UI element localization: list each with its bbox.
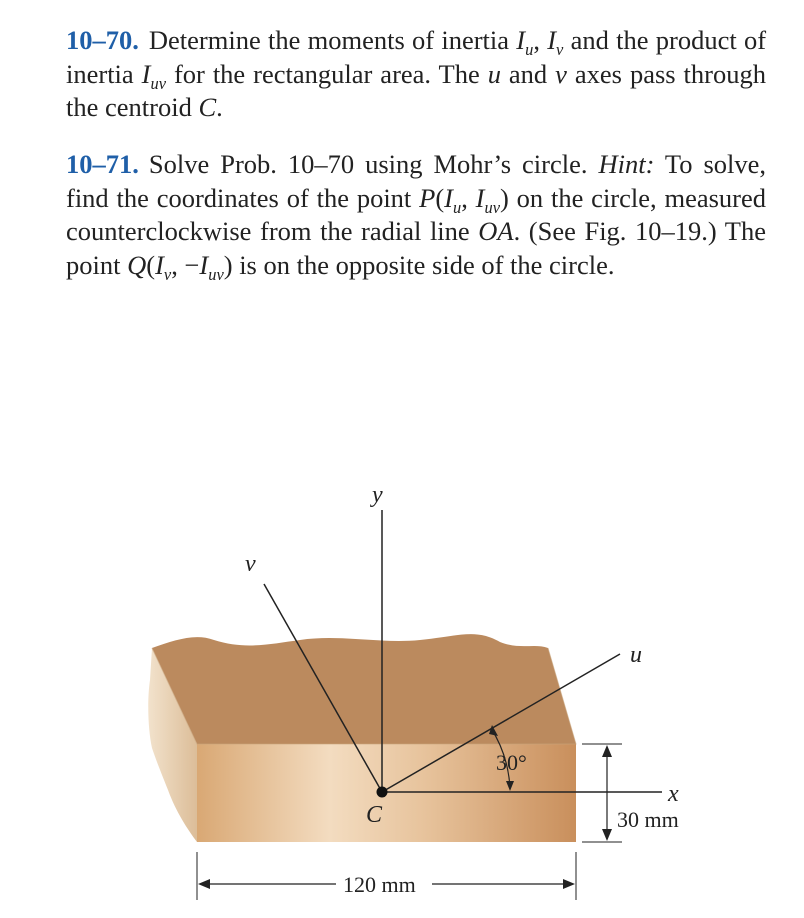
- centroid-point: [377, 787, 388, 798]
- problem-10-71: 10–71. Solve Prob. 10–70 using Mohr’s circle. Hint: To solve, find the coordinates of the point $P(I_u$, $I_{uv}$) on the circle, measured counterclockwise from the radial line OA. (See Fig. 10–19.) The point $Q(I_v$, $-I_{uv}$) is on the opposite side of the circle.: [66, 149, 767, 284]
- label-v: v: [245, 551, 256, 577]
- angle-label: 30°: [496, 750, 527, 775]
- label-x: x: [668, 781, 679, 807]
- label-u: u: [630, 642, 642, 668]
- height-dimension-label: 30 mm: [617, 807, 679, 832]
- problem-number: 10–70.: [66, 25, 139, 55]
- problem-number: 10–71.: [66, 149, 139, 179]
- slab-top-face: [152, 634, 576, 744]
- problem-10-70: 10–70. Determine the moments of inertia $I_u$, $I_v$ and the product of inertia $I_{uv}$ for the rectangular area. The u and v axes pass through the centroid C.: [66, 25, 767, 122]
- width-dimension-label: 120 mm: [343, 872, 416, 897]
- label-C: C: [366, 802, 383, 828]
- label-y: y: [372, 482, 383, 508]
